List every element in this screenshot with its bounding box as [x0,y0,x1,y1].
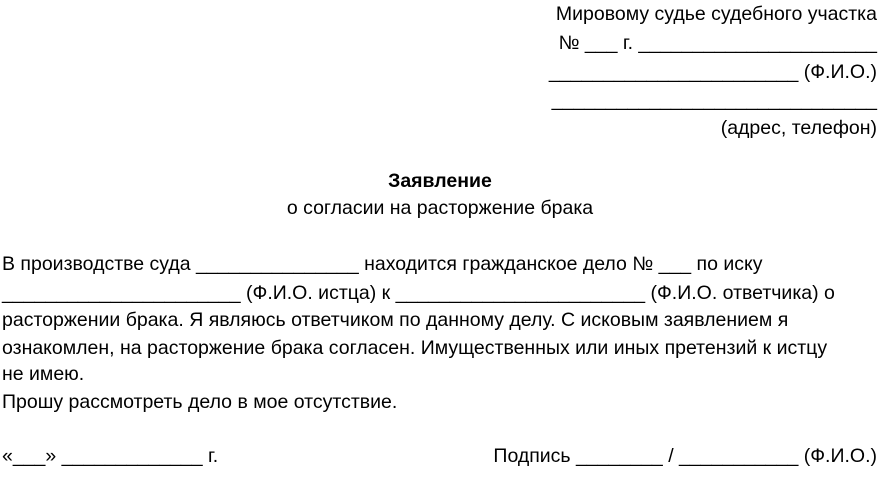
address-caption: (адрес, телефон) [720,117,877,139]
body-line-4: ознакомлен, на расторжение брака согласен. Имущественных или иных претензий к истцу [2,337,828,359]
body-line-6: Прошу рассмотреть дело в мое отсутствие. [2,391,398,413]
body-line-5: не имею. [2,363,85,385]
body-line-2: ______________________ (Ф.И.О. истца) к _______________________ (Ф.И.О. ответчика) о [2,282,835,304]
signature-line: Подпись ________ / ___________ (Ф.И.О.) [493,445,877,467]
date-line: «___» _____________ г. [2,445,219,467]
body-line-3: расторжении брака. Я являюсь ответчиком по данному делу. С исковым заявлением я [2,309,789,331]
addressee-line: Мировому судье судебного участка [555,3,877,25]
address-blank-line: ______________________________ [551,89,877,111]
body-line-1: В производстве суда _______________ находится гражданское дело № ___ по иску [2,253,763,275]
applicant-name-line: _______________________ (Ф.И.О.) [548,61,877,83]
document-title: Заявление [388,170,492,192]
court-number-line: № ___ г. ______________________ [558,32,877,54]
document-subtitle: о согласии на расторжение брака [286,197,594,219]
